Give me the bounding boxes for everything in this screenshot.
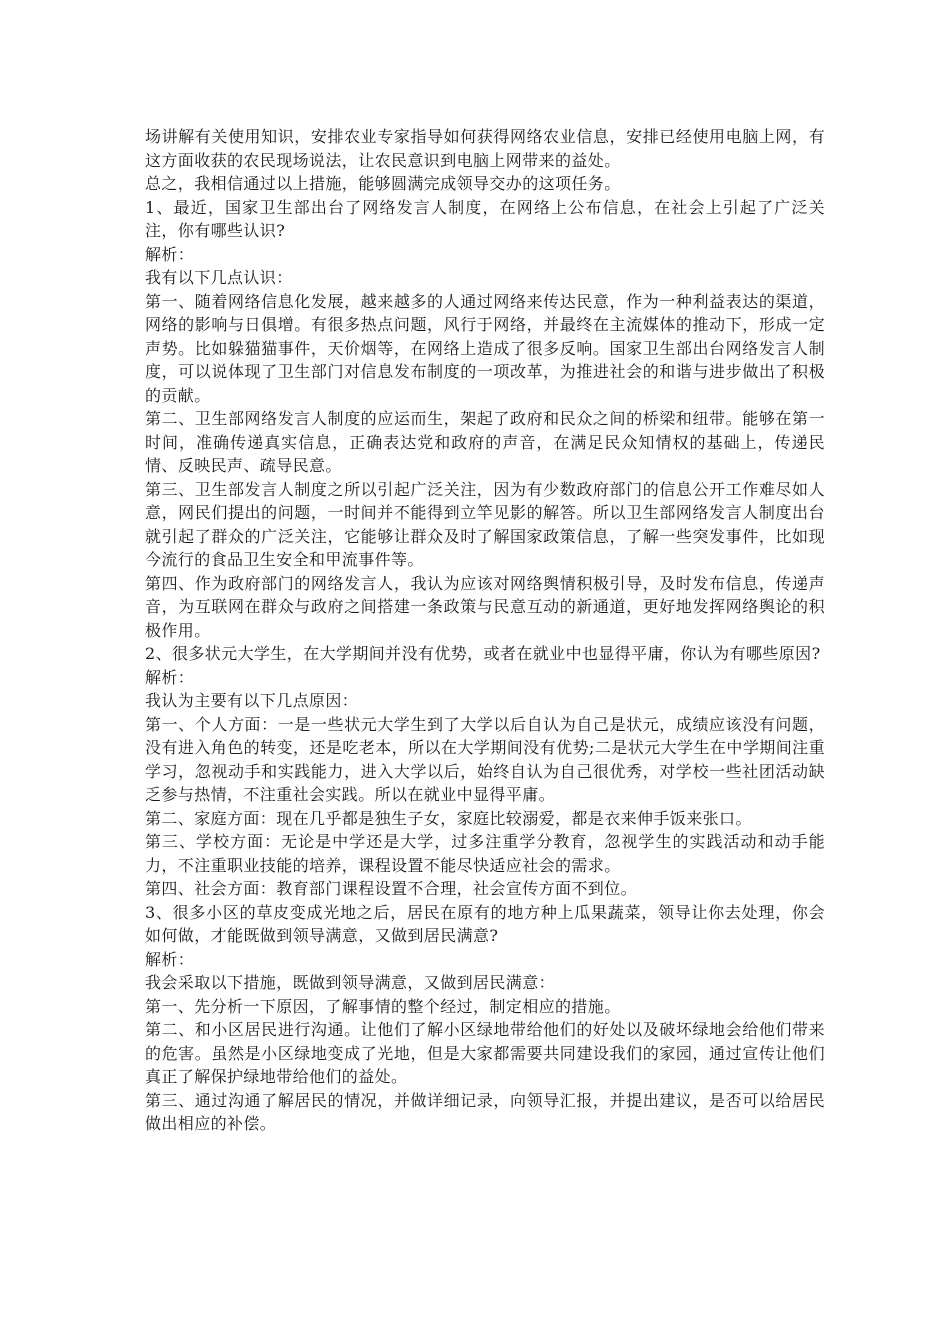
question-1: 1、最近，国家卫生部出台了网络发言人制度，在网络上公布信息，在社会上引起了广泛关注，你有哪些认识? xyxy=(145,197,825,240)
paragraph: 我有以下几点认识： xyxy=(145,268,293,287)
paragraph: 总之，我相信通过以上措施，能够圆满完成领导交办的这项任务。 xyxy=(145,174,621,193)
question-3: 3、很多小区的草皮变成光地之后，居民在原有的地方种上瓜果蔬菜，领导让你去处理，你会如何做，才能既做到领导满意，又做到居民满意? xyxy=(145,902,825,945)
paragraph: 第四、社会方面：教育部门课程设置不合理，社会宣传方面不到位。 xyxy=(145,879,638,898)
paragraph: 第二、家庭方面：现在几乎都是独生子女，家庭比较溺爱，都是衣来伸手饭来张口。 xyxy=(145,808,752,828)
paragraph: 第三、学校方面：无论是中学还是大学，过多注重学分教育，忽视学生的实践活动和动手能力，不注重职业技能的培养，课程设置不能尽快适应社会的需求。 xyxy=(145,832,825,875)
paragraph: 场讲解有关使用知识，安排农业专家指导如何获得网络农业信息，安排已经使用电脑上网，有这方面收获的农民现场说法，让农民意识到电脑上网带来的益处。 xyxy=(145,127,825,170)
paragraph: 我会采取以下措施，既做到领导满意，又做到居民满意： xyxy=(145,973,556,992)
paragraph: 我认为主要有以下几点原因： xyxy=(145,691,359,710)
analysis-label: 解析： xyxy=(145,244,195,264)
paragraph: 第二、卫生部网络发言人制度的应运而生，架起了政府和民众之间的桥梁和纽带。能够在第一时间，准确传递真实信息，正确表达党和政府的声音，在满足民众知情权的基础上，传递民情、反映民声、疏导民意。 xyxy=(145,409,825,475)
paragraph: 第三、通过沟通了解居民的情况，并做详细记录，向领导汇报，并提出建议，是否可以给居民做出相应的补偿。 xyxy=(145,1090,825,1133)
question-2: 2、很多状元大学生，在大学期间并没有优势，或者在就业中也显得平庸，你认为有哪些原因? xyxy=(145,644,821,663)
paragraph: 第一、个人方面：一是一些状元大学生到了大学以后自认为自己是状元，成绩应该没有问题，没有进入角色的转变，还是吃老本，所以在大学期间没有优势;二是状元大学生在中学期间注重学习，忽视动手和实践能力，进入大学以后，始终自认为自己很优秀，对学校一些社团活动缺乏参与热情，不注重社会实践。所以在就业中显得平庸。 xyxy=(145,714,825,804)
analysis-label: 解析： xyxy=(145,949,195,969)
paragraph: 第三、卫生部发言人制度之所以引起广泛关注，因为有少数政府部门的信息公开工作难尽如人意，网民们提出的问题，一时间并不能得到立竿见影的解答。所以卫生部网络发言人制度出台就引起了群众的广泛关注，它能够让群众及时了解国家政策信息，了解一些突发事件，比如现今流行的食品卫生安全和甲流事件等。 xyxy=(145,479,825,569)
document-body xyxy=(145,125,825,1136)
analysis-label: 解析： xyxy=(145,667,195,687)
paragraph: 第四、作为政府部门的网络发言人，我认为应该对网络舆情积极引导，及时发布信息，传递声音，为互联网在群众与政府之间搭建一条政策与民意互动的新通道，更好地发挥网络舆论的积极作用。 xyxy=(145,573,825,640)
paragraph: 第一、先分析一下原因，了解事情的整个经过，制定相应的措施。 xyxy=(145,996,621,1016)
paragraph: 第二、和小区居民进行沟通。让他们了解小区绿地带给他们的好处以及破坏绿地会给他们带来的危害。虽然是小区绿地变成了光地，但是大家都需要共同建设我们的家园，通过宣传让他们真正了解保护绿地带给他们的益处。 xyxy=(145,1020,825,1086)
paragraph: 第一、随着网络信息化发展，越来越多的人通过网络来传达民意，作为一种利益表达的渠道，网络的影响与日俱增。有很多热点问题，风行于网络，并最终在主流媒体的推动下，形成一定声势。比如躲猫猫事件，天价烟等，在网络上造成了很多反响。国家卫生部出台网络发言人制度，可以说体现了卫生部门对信息发布制度的一项改革，为推进社会的和谐与进步做出了积极的贡献。 xyxy=(145,291,825,405)
